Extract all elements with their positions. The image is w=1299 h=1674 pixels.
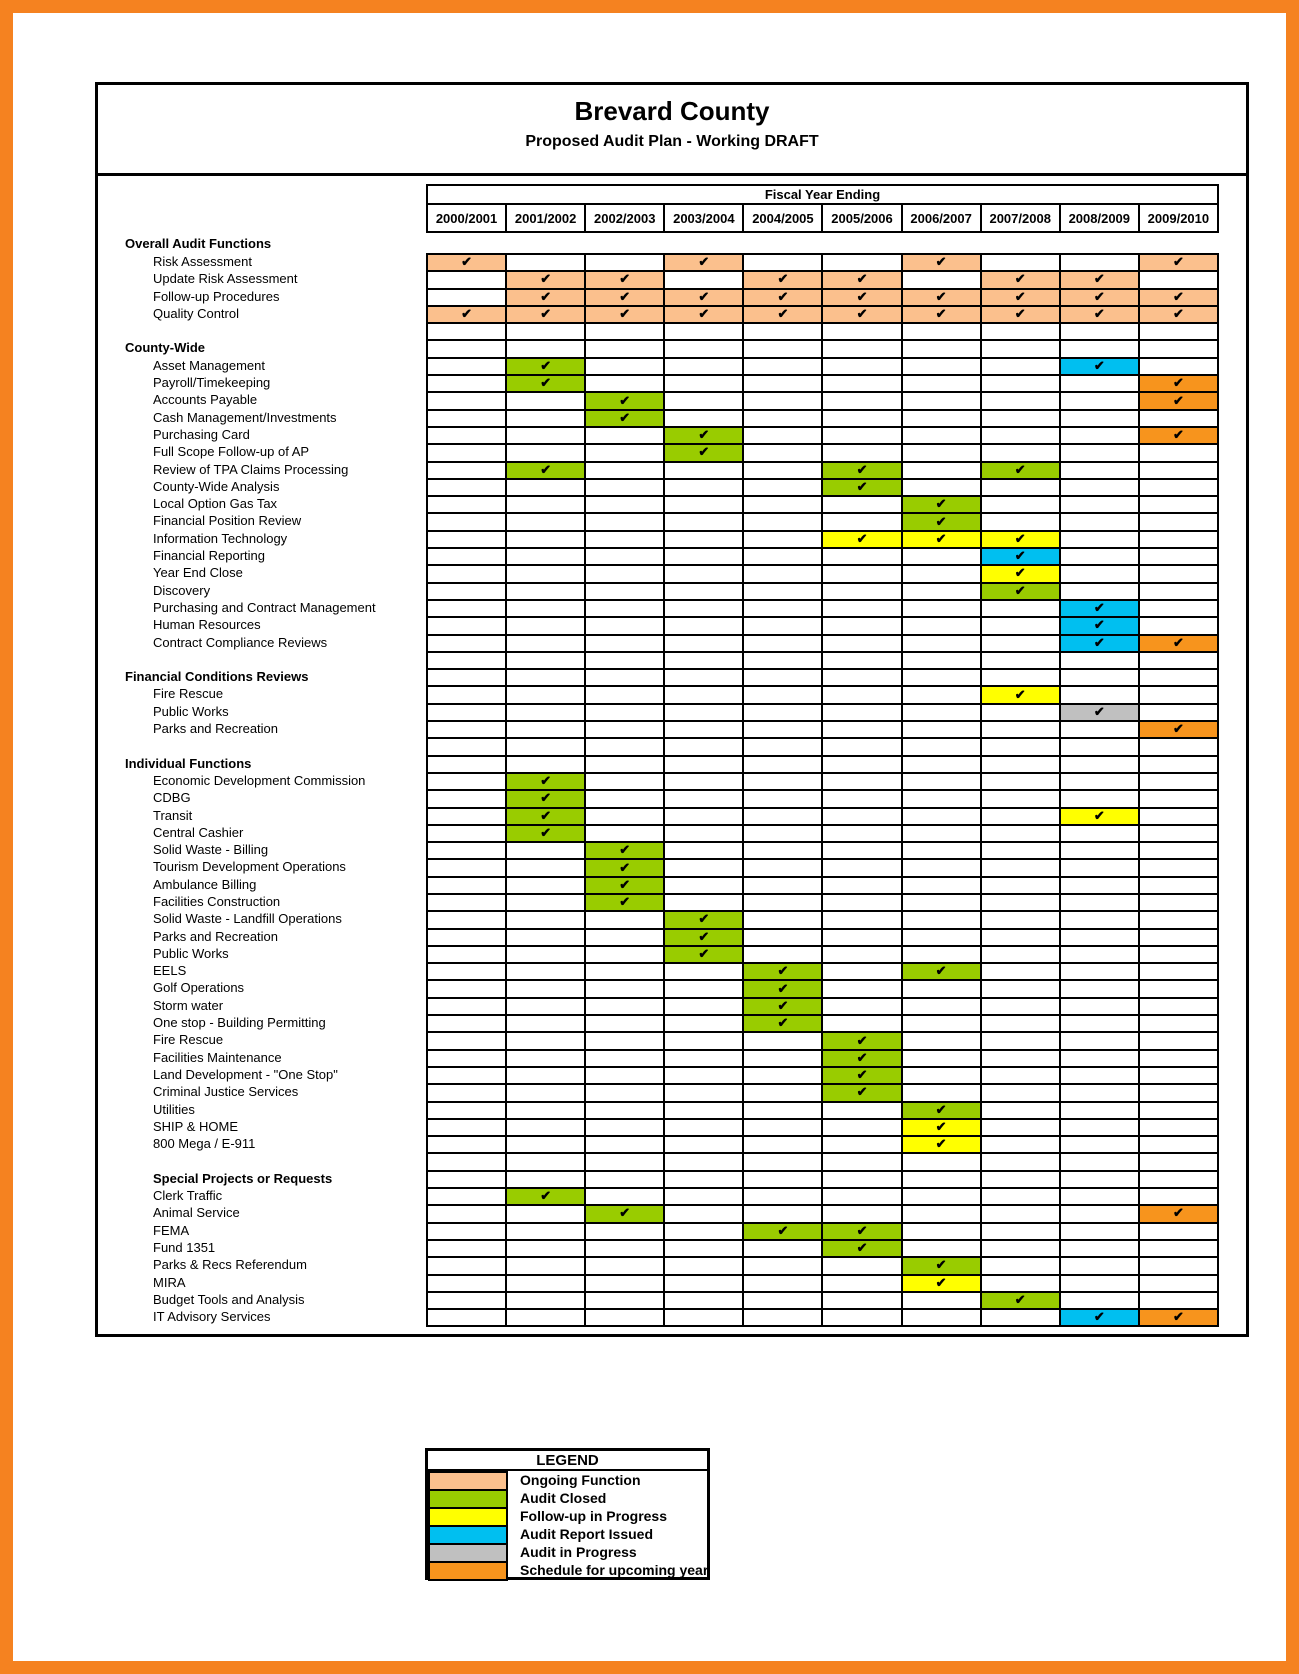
check-icon: ✔ (856, 271, 868, 287)
row-label: Year End Close (153, 565, 243, 581)
row-label: EELS (153, 963, 187, 979)
check-icon: ✔ (777, 1222, 789, 1238)
status-cell (1138, 1308, 1219, 1327)
check-icon: ✔ (698, 288, 710, 304)
check-icon: ✔ (777, 271, 789, 287)
row-label: Public Works (153, 945, 229, 961)
check-icon: ✔ (619, 271, 631, 287)
legend-entry (428, 1471, 707, 1491)
audit-grid (98, 253, 1246, 1327)
row-label: Land Development - "One Stop" (153, 1066, 338, 1082)
check-icon: ✔ (856, 461, 868, 477)
check-icon: ✔ (777, 980, 789, 996)
legend (425, 1448, 710, 1580)
check-icon: ✔ (1093, 617, 1105, 633)
year-header-cell: 2002/2003 (584, 203, 665, 233)
row-label: Central Cashier (153, 824, 244, 840)
check-icon: ✔ (777, 1015, 789, 1031)
row-label: Discovery (153, 582, 211, 598)
row-label: Contract Compliance Reviews (153, 634, 328, 650)
check-icon: ✔ (540, 1188, 552, 1204)
check-icon: ✔ (698, 911, 710, 927)
row-label: Budget Tools and Analysis (153, 1291, 305, 1307)
legend-entry-label: Audit Report Issued (520, 1526, 654, 1542)
row-label: Animal Service (153, 1205, 240, 1221)
check-icon: ✔ (619, 842, 631, 858)
check-icon: ✔ (619, 894, 631, 910)
row-label: Follow-up Procedures (153, 288, 280, 304)
check-icon: ✔ (856, 1222, 868, 1238)
check-icon: ✔ (698, 427, 710, 443)
legend-entry (428, 1489, 707, 1509)
row-label: Risk Assessment (153, 254, 252, 269)
legend-entry (428, 1561, 707, 1581)
check-icon: ✔ (1014, 565, 1026, 581)
row-label: County-Wide Analysis (153, 478, 280, 494)
legend-color-swatch (428, 1525, 508, 1545)
check-icon: ✔ (619, 876, 631, 892)
section-label: Special Projects or Requests (153, 1170, 333, 1186)
row-label: IT Advisory Services (153, 1309, 271, 1325)
row-label: Update Risk Assessment (153, 271, 298, 287)
check-icon: ✔ (1093, 271, 1105, 287)
section-label: Individual Functions (125, 755, 252, 771)
check-icon: ✔ (856, 1067, 868, 1083)
row-cells (426, 1308, 1219, 1327)
check-icon: ✔ (1172, 721, 1184, 737)
check-icon: ✔ (856, 306, 868, 322)
check-icon: ✔ (935, 306, 947, 322)
check-icon: ✔ (935, 1101, 947, 1117)
status-cell (821, 1308, 902, 1327)
legend-entry-label: Audit in Progress (520, 1544, 637, 1560)
row-label: Solid Waste - Billing (153, 842, 269, 858)
year-header-cell: 2004/2005 (742, 203, 823, 233)
check-icon: ✔ (856, 530, 868, 546)
legend-entry-label: Audit Closed (520, 1490, 607, 1506)
check-icon: ✔ (1093, 600, 1105, 616)
year-header-cell: 2000/2001 (426, 203, 507, 233)
status-cell (1059, 1308, 1140, 1327)
row-label: Review of TPA Claims Processing (153, 461, 349, 477)
check-icon: ✔ (461, 254, 472, 270)
row-label: One stop - Building Permitting (153, 1015, 326, 1031)
legend-entry-label: Ongoing Function (520, 1472, 641, 1488)
check-icon: ✔ (540, 807, 552, 823)
row-label: MIRA (153, 1274, 186, 1290)
year-header-row (426, 203, 1219, 233)
check-icon: ✔ (540, 375, 552, 391)
row-label: Tourism Development Operations (153, 859, 346, 875)
row-label: CDBG (153, 790, 191, 806)
check-icon: ✔ (1014, 1291, 1026, 1307)
legend-color-swatch (428, 1489, 508, 1509)
check-icon: ✔ (619, 859, 631, 875)
row-label: Cash Management/Investments (153, 409, 337, 425)
legend-color-swatch (428, 1543, 508, 1563)
year-header-cell: 2007/2008 (980, 203, 1061, 233)
row-label: Solid Waste - Landfill Operations (153, 911, 342, 927)
check-icon: ✔ (619, 392, 631, 408)
row-label: 800 Mega / E-911 (153, 1136, 256, 1152)
check-icon: ✔ (935, 254, 947, 270)
row-label: Local Option Gas Tax (153, 496, 278, 512)
check-icon: ✔ (1014, 461, 1026, 477)
check-icon: ✔ (540, 773, 552, 789)
check-icon: ✔ (856, 288, 868, 304)
check-icon: ✔ (698, 254, 710, 270)
status-cell (426, 1308, 507, 1327)
legend-color-swatch (428, 1561, 508, 1581)
check-icon: ✔ (540, 357, 552, 373)
status-cell (742, 1308, 823, 1327)
check-icon: ✔ (698, 306, 710, 322)
check-icon: ✔ (1014, 306, 1026, 322)
check-icon: ✔ (777, 997, 789, 1013)
row-label: Facilities Construction (153, 893, 281, 909)
check-icon: ✔ (777, 288, 789, 304)
row-label: Utilities (153, 1101, 195, 1117)
row-label: Fund 1351 (153, 1239, 216, 1255)
check-icon: ✔ (1093, 1309, 1105, 1325)
check-icon: ✔ (856, 1032, 868, 1048)
row-label: Fire Rescue (153, 686, 224, 702)
row-label: Parks & Recs Referendum (153, 1257, 307, 1273)
check-icon: ✔ (935, 1274, 947, 1290)
year-header-cell: 2005/2006 (821, 203, 902, 233)
row-label: Transit (153, 807, 193, 823)
row-label: Financial Position Review (153, 513, 302, 529)
check-icon: ✔ (540, 271, 552, 287)
year-header-cell: 2003/2004 (663, 203, 744, 233)
check-icon: ✔ (935, 513, 947, 529)
year-header-cell: 2009/2010 (1138, 203, 1219, 233)
check-icon: ✔ (540, 306, 552, 322)
check-icon: ✔ (856, 479, 868, 494)
status-cell (980, 1308, 1061, 1327)
check-icon: ✔ (619, 306, 631, 322)
legend-entry-label: Schedule for upcoming year (520, 1562, 709, 1578)
check-icon: ✔ (1093, 357, 1105, 373)
row-label: Full Scope Follow-up of AP (153, 444, 310, 460)
check-icon: ✔ (935, 288, 947, 304)
check-icon: ✔ (1093, 634, 1105, 650)
check-icon: ✔ (1014, 530, 1026, 546)
row-label: Quality Control (153, 305, 239, 321)
row-label: Information Technology (153, 530, 288, 546)
year-header-cell: 2008/2009 (1059, 203, 1140, 233)
check-icon: ✔ (935, 1118, 947, 1134)
check-icon: ✔ (777, 306, 789, 322)
fiscal-year-ending-header: Fiscal Year Ending (426, 184, 1219, 205)
legend-color-swatch (428, 1471, 508, 1491)
check-icon: ✔ (935, 1136, 947, 1152)
audit-plan-sheet (95, 82, 1249, 1337)
row-label: Economic Development Commission (153, 772, 366, 788)
legend-title: LEGEND (428, 1451, 707, 1471)
legend-color-swatch (428, 1507, 508, 1527)
row-label: Purchasing Card (153, 426, 250, 442)
row-label: Facilities Maintenance (153, 1049, 282, 1065)
check-icon: ✔ (1014, 686, 1026, 702)
check-icon: ✔ (619, 1205, 631, 1221)
check-icon: ✔ (1172, 1309, 1184, 1325)
row-label: Public Works (153, 703, 229, 719)
check-icon: ✔ (619, 409, 631, 425)
check-icon: ✔ (1014, 271, 1026, 287)
year-header-cell: 2006/2007 (901, 203, 982, 233)
document-subtitle: Proposed Audit Plan - Working DRAFT (525, 133, 819, 150)
year-header-cell: 2001/2002 (505, 203, 586, 233)
legend-rows (428, 1471, 707, 1581)
check-icon: ✔ (619, 288, 631, 304)
check-icon: ✔ (1093, 807, 1105, 823)
check-icon: ✔ (777, 963, 789, 979)
row-label: Criminal Justice Services (153, 1084, 299, 1100)
check-icon: ✔ (1172, 306, 1184, 322)
status-cell (663, 1308, 744, 1327)
row-label: Fire Rescue (153, 1032, 224, 1048)
section-label-overall-audit-functions: Overall Audit Functions (125, 236, 272, 251)
check-icon: ✔ (1093, 306, 1105, 322)
check-icon: ✔ (461, 306, 472, 322)
row-label: Asset Management (153, 357, 266, 373)
check-icon: ✔ (1172, 288, 1184, 304)
document-title: Brevard County (574, 96, 770, 126)
section-label: Financial Conditions Reviews (125, 669, 309, 685)
legend-entry (428, 1507, 707, 1527)
row-label: Financial Reporting (153, 548, 266, 564)
row-label: Parks and Recreation (153, 721, 279, 737)
row-label: Payroll/Timekeeping (153, 375, 271, 391)
check-icon: ✔ (1014, 548, 1026, 564)
check-icon: ✔ (1172, 427, 1184, 443)
status-cell (901, 1308, 982, 1327)
check-icon: ✔ (1172, 392, 1184, 408)
check-icon: ✔ (1172, 1205, 1184, 1221)
check-icon: ✔ (540, 288, 552, 304)
legend-entry-label: Follow-up in Progress (520, 1508, 668, 1524)
check-icon: ✔ (935, 1257, 947, 1273)
row-label: Parks and Recreation (153, 928, 279, 944)
check-icon: ✔ (1172, 375, 1184, 391)
check-icon: ✔ (540, 461, 552, 477)
check-icon: ✔ (1172, 254, 1184, 270)
check-icon: ✔ (1014, 582, 1026, 598)
row-label: Storm water (153, 997, 224, 1013)
row-label: Clerk Traffic (153, 1188, 223, 1204)
check-icon: ✔ (698, 928, 710, 944)
check-icon: ✔ (1014, 288, 1026, 304)
legend-entry (428, 1543, 707, 1563)
status-cell (584, 1308, 665, 1327)
check-icon: ✔ (1093, 288, 1105, 304)
row-label: FEMA (153, 1222, 190, 1238)
check-icon: ✔ (540, 824, 552, 840)
check-icon: ✔ (856, 1084, 868, 1100)
table-row (98, 1308, 1246, 1327)
check-icon: ✔ (540, 790, 552, 806)
row-label: SHIP & HOME (153, 1118, 239, 1134)
check-icon: ✔ (698, 444, 710, 460)
row-label: Human Resources (153, 617, 261, 633)
check-icon: ✔ (1172, 634, 1184, 650)
check-icon: ✔ (935, 496, 947, 512)
check-icon: ✔ (935, 963, 947, 979)
section-label: County-Wide (125, 340, 206, 356)
row-label: Accounts Payable (153, 392, 258, 408)
check-icon: ✔ (856, 1240, 868, 1256)
check-icon: ✔ (856, 1049, 868, 1065)
check-icon: ✔ (698, 946, 710, 962)
check-icon: ✔ (1093, 703, 1105, 719)
row-label: Ambulance Billing (153, 876, 257, 892)
row-label: Golf Operations (153, 980, 245, 996)
title-block (98, 85, 1246, 176)
row-label: Purchasing and Contract Management (153, 599, 376, 615)
status-cell (505, 1308, 586, 1327)
legend-entry (428, 1525, 707, 1545)
check-icon: ✔ (935, 530, 947, 546)
